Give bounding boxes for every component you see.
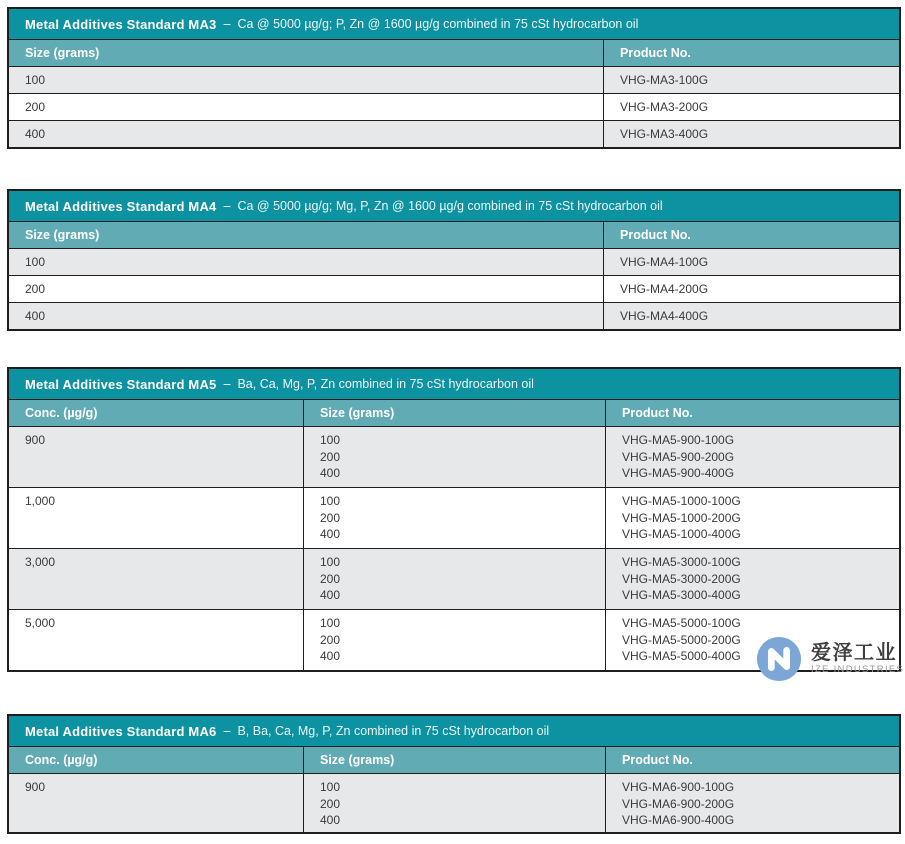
column-header-product: Product No. xyxy=(603,222,899,248)
metal-additives-table-ma6 xyxy=(7,714,901,834)
size-cell: 100 xyxy=(25,255,46,269)
product-cell: VHG-MA6-900-100G VHG-MA6-900-200G VHG-MA6-900-400G xyxy=(605,774,899,832)
table-title-bar xyxy=(9,191,899,221)
column-header-product: Product No. xyxy=(605,747,899,773)
table-header-row xyxy=(9,221,899,248)
table-row xyxy=(9,66,899,93)
size-cell: 100 200 400 xyxy=(303,774,605,832)
table-header-row xyxy=(9,399,899,426)
table-title-bar xyxy=(9,716,899,746)
size-cell: 100 200 400 xyxy=(303,549,605,609)
size-cell: 100 xyxy=(25,73,46,87)
column-header-size: Size (grams) xyxy=(25,46,100,60)
table-title: Metal Additives Standard MA6 xyxy=(25,723,217,739)
size-cell: 200 xyxy=(25,282,46,296)
column-header-product: Product No. xyxy=(605,400,899,426)
table-row xyxy=(9,275,899,302)
table-description: Ca @ 5000 µg/g; Mg, P, Zn @ 1600 µg/g combined in 75 cSt hydrocarbon oil xyxy=(237,199,663,213)
column-header-size: Size (grams) xyxy=(303,747,605,773)
title-dash: – xyxy=(223,377,231,391)
product-cell: VHG-MA5-3000-100G VHG-MA5-3000-200G VHG-MA5-3000-400G xyxy=(605,549,899,609)
table-title: Metal Additives Standard MA4 xyxy=(25,198,217,214)
conc-cell: 1,000 xyxy=(25,494,56,508)
watermark-en-label: IZE INDUSTRIES xyxy=(811,664,905,675)
size-cell: 200 xyxy=(25,100,46,114)
conc-cell: 3,000 xyxy=(25,555,56,569)
title-dash: – xyxy=(223,724,231,738)
conc-cell: 900 xyxy=(25,433,46,447)
ize-industries-watermark xyxy=(756,636,904,682)
product-cell: VHG-MA5-5000-100G VHG-MA5-5000-200G VHG-MA5-5000-400G xyxy=(605,610,899,670)
column-header-conc: Conc. (µg/g) xyxy=(25,753,98,767)
product-cell: VHG-MA4-100G xyxy=(603,249,899,275)
table-row xyxy=(9,548,899,609)
product-cell: VHG-MA4-200G xyxy=(603,276,899,302)
watermark-text xyxy=(811,642,904,676)
table-title: Metal Additives Standard MA3 xyxy=(25,16,217,32)
product-cell: VHG-MA3-100G xyxy=(603,67,899,93)
table-title: Metal Additives Standard MA5 xyxy=(25,376,217,392)
product-cell: VHG-MA3-400G xyxy=(603,121,899,147)
table-row xyxy=(9,120,899,147)
table-row xyxy=(9,487,899,548)
product-cell: VHG-MA5-900-100G VHG-MA5-900-200G VHG-MA5-900-400G xyxy=(605,427,899,487)
table-description: Ca @ 5000 µg/g; P, Zn @ 1600 µg/g combined in 75 cSt hydrocarbon oil xyxy=(237,17,639,31)
size-cell: 100 200 400 xyxy=(303,488,605,548)
table-title-bar xyxy=(9,9,899,39)
title-dash: – xyxy=(223,17,231,31)
column-header-product: Product No. xyxy=(603,40,899,66)
product-cell: VHG-MA5-1000-100G VHG-MA5-1000-200G VHG-MA5-1000-400G xyxy=(605,488,899,548)
metal-additives-table-ma3 xyxy=(7,7,901,149)
title-dash: – xyxy=(223,199,231,213)
size-cell: 400 xyxy=(25,309,46,323)
table-description: Ba, Ca, Mg, P, Zn combined in 75 cSt hydrocarbon oil xyxy=(237,377,534,391)
column-header-size: Size (grams) xyxy=(25,228,100,242)
product-cell: VHG-MA3-200G xyxy=(603,94,899,120)
conc-cell: 5,000 xyxy=(25,616,56,630)
size-cell: 400 xyxy=(25,127,46,141)
size-cell: 100 200 400 xyxy=(303,427,605,487)
ize-logo-icon xyxy=(756,636,802,682)
column-header-size: Size (grams) xyxy=(303,400,605,426)
metal-additives-table-ma5 xyxy=(7,367,901,672)
product-cell: VHG-MA4-400G xyxy=(603,303,899,329)
table-row xyxy=(9,773,899,832)
table-header-row xyxy=(9,39,899,66)
table-row xyxy=(9,302,899,329)
table-description: B, Ba, Ca, Mg, P, Zn combined in 75 cSt hydrocarbon oil xyxy=(237,724,550,738)
table-row xyxy=(9,248,899,275)
metal-additives-table-ma4 xyxy=(7,189,901,331)
conc-cell: 900 xyxy=(25,780,46,794)
table-row xyxy=(9,426,899,487)
table-header-row xyxy=(9,746,899,773)
watermark-cn-label: 爱泽工业 xyxy=(811,642,897,664)
catalog-page xyxy=(0,7,905,844)
table-row xyxy=(9,93,899,120)
table-title-bar xyxy=(9,369,899,399)
size-cell: 100 200 400 xyxy=(303,610,605,670)
column-header-conc: Conc. (µg/g) xyxy=(25,406,98,420)
